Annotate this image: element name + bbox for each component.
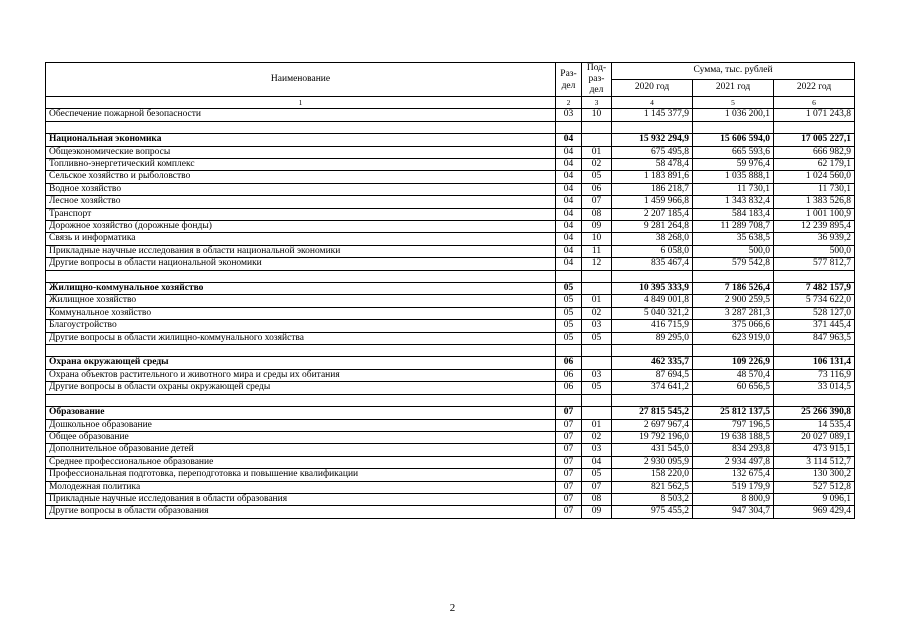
table-row xyxy=(46,196,855,208)
subsection-code-cell: 08 xyxy=(582,208,612,220)
amount-2021-cell: 797 196,5 xyxy=(693,419,774,431)
row-name-cell: Связь и информатика xyxy=(46,233,556,245)
row-name-cell: Прикладные научные исследования в области национальной экономики xyxy=(46,245,556,257)
amount-2022-cell: 62 179,1 xyxy=(774,159,855,171)
empty-cell xyxy=(582,270,612,282)
section-code-cell: 04 xyxy=(556,221,582,233)
header-subsection: Под- раз- дел xyxy=(582,63,612,97)
section-code-cell: 06 xyxy=(556,369,582,381)
subsection-code-cell xyxy=(582,407,612,419)
section-code-cell: 04 xyxy=(556,208,582,220)
row-name-cell: Водное хозяйство xyxy=(46,183,556,195)
column-index: 3 xyxy=(582,97,612,109)
empty-cell xyxy=(556,345,582,357)
amount-2022-cell: 33 014,5 xyxy=(774,382,855,394)
amount-2020-cell: 27 815 545,2 xyxy=(612,407,693,419)
section-code-cell: 04 xyxy=(556,183,582,195)
row-name-cell: Другие вопросы в области жилищно-коммунального хозяйства xyxy=(46,332,556,344)
header-name: Наименование xyxy=(46,63,556,97)
amount-2021-cell: 19 638 188,5 xyxy=(693,431,774,443)
section-code-cell: 07 xyxy=(556,469,582,481)
row-name-cell: Общее образование xyxy=(46,431,556,443)
amount-2021-cell: 500,0 xyxy=(693,245,774,257)
section-code-cell: 05 xyxy=(556,295,582,307)
row-name-cell: Образование xyxy=(46,407,556,419)
column-index: 6 xyxy=(774,97,855,109)
amount-2021-cell: 11 730,1 xyxy=(693,183,774,195)
subsection-code-cell: 06 xyxy=(582,183,612,195)
column-index: 2 xyxy=(556,97,582,109)
amount-2020-cell: 2 207 185,4 xyxy=(612,208,693,220)
subsection-code-cell: 02 xyxy=(582,431,612,443)
empty-cell xyxy=(774,345,855,357)
row-name-cell: Другие вопросы в области охраны окружающей среды xyxy=(46,382,556,394)
empty-cell xyxy=(693,270,774,282)
empty-cell xyxy=(774,270,855,282)
amount-2020-cell: 975 455,2 xyxy=(612,506,693,518)
subsection-code-cell: 12 xyxy=(582,258,612,270)
amount-2021-cell: 1 035 888,1 xyxy=(693,171,774,183)
subsection-code-cell: 08 xyxy=(582,493,612,505)
table-row xyxy=(46,208,855,220)
row-name-cell: Охрана окружающей среды xyxy=(46,357,556,369)
table-row xyxy=(46,382,855,394)
subsection-code-cell: 07 xyxy=(582,196,612,208)
row-name-cell: Жилищно-коммунальное хозяйство xyxy=(46,283,556,295)
amount-2022-cell: 1 001 100,9 xyxy=(774,208,855,220)
row-name-cell: Молодежная политика xyxy=(46,481,556,493)
amount-2020-cell: 158 220,0 xyxy=(612,469,693,481)
row-name-cell: Топливно-энергетический комплекс xyxy=(46,159,556,171)
table-row xyxy=(46,320,855,332)
section-code-cell: 07 xyxy=(556,419,582,431)
column-index: 1 xyxy=(46,97,556,109)
amount-2022-cell: 106 131,4 xyxy=(774,357,855,369)
table-row xyxy=(46,245,855,257)
amount-2022-cell: 20 027 089,1 xyxy=(774,431,855,443)
amount-2020-cell: 675 495,8 xyxy=(612,146,693,158)
row-name-cell: Профессиональная подготовка, переподготовка и повышение квалификации xyxy=(46,469,556,481)
empty-cell xyxy=(693,121,774,133)
section-code-cell: 05 xyxy=(556,283,582,295)
page-number: 2 xyxy=(449,602,456,614)
amount-2022-cell: 25 266 390,8 xyxy=(774,407,855,419)
header-year-2021: 2021 год xyxy=(693,80,774,97)
amount-2021-cell: 59 976,4 xyxy=(693,159,774,171)
amount-2020-cell: 462 335,7 xyxy=(612,357,693,369)
empty-cell xyxy=(46,345,556,357)
amount-2022-cell: 969 429,4 xyxy=(774,506,855,518)
amount-2022-cell: 500,0 xyxy=(774,245,855,257)
table-row xyxy=(46,233,855,245)
subsection-code-cell: 10 xyxy=(582,109,612,121)
section-code-cell: 07 xyxy=(556,506,582,518)
amount-2021-cell: 2 900 259,5 xyxy=(693,295,774,307)
amount-2021-cell: 35 638,5 xyxy=(693,233,774,245)
amount-2022-cell: 1 024 560,0 xyxy=(774,171,855,183)
amount-2022-cell: 130 300,2 xyxy=(774,469,855,481)
column-index-row xyxy=(46,97,855,109)
amount-2020-cell: 821 562,5 xyxy=(612,481,693,493)
amount-2020-cell: 89 295,0 xyxy=(612,332,693,344)
empty-cell xyxy=(612,121,693,133)
amount-2020-cell: 2 930 095,9 xyxy=(612,456,693,468)
empty-cell xyxy=(693,345,774,357)
section-total-row xyxy=(46,283,855,295)
row-name-cell: Транспорт xyxy=(46,208,556,220)
amount-2022-cell: 11 730,1 xyxy=(774,183,855,195)
section-code-cell: 04 xyxy=(556,196,582,208)
subsection-code-cell: 05 xyxy=(582,469,612,481)
amount-2022-cell: 73 116,9 xyxy=(774,369,855,381)
amount-2022-cell: 371 445,4 xyxy=(774,320,855,332)
amount-2021-cell: 579 542,8 xyxy=(693,258,774,270)
subsection-code-cell: 05 xyxy=(582,171,612,183)
empty-cell xyxy=(46,270,556,282)
amount-2021-cell: 1 036 200,1 xyxy=(693,109,774,121)
table-header xyxy=(46,63,855,109)
row-name-cell: Другие вопросы в области образования xyxy=(46,506,556,518)
table-row xyxy=(46,146,855,158)
section-code-cell: 07 xyxy=(556,456,582,468)
section-total-row xyxy=(46,357,855,369)
table-row xyxy=(46,159,855,171)
empty-cell xyxy=(774,394,855,406)
row-name-cell: Прикладные научные исследования в области образования xyxy=(46,493,556,505)
budget-table xyxy=(45,62,855,519)
table-row xyxy=(46,332,855,344)
empty-cell xyxy=(612,270,693,282)
empty-cell xyxy=(556,394,582,406)
amount-2021-cell: 132 675,4 xyxy=(693,469,774,481)
empty-cell xyxy=(693,394,774,406)
amount-2021-cell: 2 934 497,8 xyxy=(693,456,774,468)
table-row xyxy=(46,258,855,270)
empty-cell xyxy=(612,394,693,406)
amount-2020-cell: 1 145 377,9 xyxy=(612,109,693,121)
amount-2020-cell: 38 268,0 xyxy=(612,233,693,245)
amount-2022-cell: 12 239 895,4 xyxy=(774,221,855,233)
amount-2020-cell: 431 545,0 xyxy=(612,444,693,456)
section-code-cell: 04 xyxy=(556,134,582,146)
row-name-cell: Благоустройство xyxy=(46,320,556,332)
empty-cell xyxy=(774,121,855,133)
table-body xyxy=(46,109,855,518)
row-name-cell: Обеспечение пожарной безопасности xyxy=(46,109,556,121)
amount-2021-cell: 834 293,8 xyxy=(693,444,774,456)
table-row xyxy=(46,307,855,319)
subsection-code-cell: 01 xyxy=(582,419,612,431)
empty-cell xyxy=(612,345,693,357)
amount-2020-cell: 87 694,5 xyxy=(612,369,693,381)
amount-2020-cell: 1 459 966,8 xyxy=(612,196,693,208)
section-code-cell: 04 xyxy=(556,171,582,183)
amount-2020-cell: 10 395 333,9 xyxy=(612,283,693,295)
section-code-cell: 07 xyxy=(556,481,582,493)
row-name-cell: Коммунальное хозяйство xyxy=(46,307,556,319)
subsection-code-cell xyxy=(582,283,612,295)
empty-cell xyxy=(556,121,582,133)
amount-2020-cell: 6 058,0 xyxy=(612,245,693,257)
amount-2020-cell: 58 478,4 xyxy=(612,159,693,171)
section-code-cell: 05 xyxy=(556,332,582,344)
column-index: 5 xyxy=(693,97,774,109)
section-total-row xyxy=(46,407,855,419)
amount-2021-cell: 623 919,0 xyxy=(693,332,774,344)
subsection-code-cell: 11 xyxy=(582,245,612,257)
table-row xyxy=(46,419,855,431)
section-code-cell: 04 xyxy=(556,245,582,257)
row-name-cell: Сельское хозяйство и рыболовство xyxy=(46,171,556,183)
row-name-cell: Национальная экономика xyxy=(46,134,556,146)
amount-2021-cell: 25 812 137,5 xyxy=(693,407,774,419)
row-name-cell: Дополнительное образование детей xyxy=(46,444,556,456)
amount-2022-cell: 9 096,1 xyxy=(774,493,855,505)
amount-2021-cell: 8 800,9 xyxy=(693,493,774,505)
row-name-cell: Дорожное хозяйство (дорожные фонды) xyxy=(46,221,556,233)
amount-2020-cell: 9 281 264,8 xyxy=(612,221,693,233)
subsection-code-cell: 03 xyxy=(582,320,612,332)
section-code-cell: 05 xyxy=(556,307,582,319)
section-code-cell: 07 xyxy=(556,444,582,456)
table-row xyxy=(46,369,855,381)
section-code-cell: 04 xyxy=(556,146,582,158)
amount-2021-cell: 584 183,4 xyxy=(693,208,774,220)
amount-2022-cell: 1 071 243,8 xyxy=(774,109,855,121)
section-code-cell: 06 xyxy=(556,357,582,369)
amount-2022-cell: 473 915,1 xyxy=(774,444,855,456)
subsection-code-cell: 05 xyxy=(582,332,612,344)
amount-2022-cell: 1 383 526,8 xyxy=(774,196,855,208)
table-row xyxy=(46,183,855,195)
spacer-row xyxy=(46,270,855,282)
amount-2020-cell: 5 040 321,2 xyxy=(612,307,693,319)
table-row xyxy=(46,431,855,443)
amount-2022-cell: 36 939,2 xyxy=(774,233,855,245)
spacer-row xyxy=(46,345,855,357)
section-code-cell: 04 xyxy=(556,159,582,171)
subsection-code-cell: 04 xyxy=(582,456,612,468)
amount-2021-cell: 15 606 594,0 xyxy=(693,134,774,146)
table-row xyxy=(46,171,855,183)
subsection-code-cell: 05 xyxy=(582,382,612,394)
amount-2020-cell: 4 849 001,8 xyxy=(612,295,693,307)
amount-2021-cell: 11 289 708,7 xyxy=(693,221,774,233)
row-name-cell: Среднее профессиональное образование xyxy=(46,456,556,468)
header-amount: Сумма, тыс. рублей xyxy=(612,63,855,80)
subsection-code-cell: 07 xyxy=(582,481,612,493)
row-name-cell: Лесное хозяйство xyxy=(46,196,556,208)
subsection-code-cell: 10 xyxy=(582,233,612,245)
amount-2021-cell: 3 287 281,3 xyxy=(693,307,774,319)
amount-2021-cell: 60 656,5 xyxy=(693,382,774,394)
header-year-2022: 2022 год xyxy=(774,80,855,97)
subsection-code-cell: 01 xyxy=(582,146,612,158)
amount-2022-cell: 527 512,8 xyxy=(774,481,855,493)
amount-2021-cell: 7 186 526,4 xyxy=(693,283,774,295)
header-section: Раз- дел xyxy=(556,63,582,97)
row-name-cell: Другие вопросы в области национальной экономики xyxy=(46,258,556,270)
amount-2021-cell: 665 593,6 xyxy=(693,146,774,158)
amount-2021-cell: 1 343 832,4 xyxy=(693,196,774,208)
subsection-code-cell: 09 xyxy=(582,221,612,233)
empty-cell xyxy=(46,394,556,406)
amount-2022-cell: 666 982,9 xyxy=(774,146,855,158)
section-code-cell: 03 xyxy=(556,109,582,121)
amount-2020-cell: 835 467,4 xyxy=(612,258,693,270)
empty-cell xyxy=(46,121,556,133)
empty-cell xyxy=(582,394,612,406)
section-code-cell: 05 xyxy=(556,320,582,332)
row-name-cell: Охрана объектов растительного и животного мира и среды их обитания xyxy=(46,369,556,381)
amount-2020-cell: 374 641,2 xyxy=(612,382,693,394)
section-code-cell: 07 xyxy=(556,407,582,419)
amount-2021-cell: 519 179,9 xyxy=(693,481,774,493)
section-code-cell: 04 xyxy=(556,258,582,270)
amount-2020-cell: 1 183 891,6 xyxy=(612,171,693,183)
subsection-code-cell: 01 xyxy=(582,295,612,307)
amount-2020-cell: 8 503,2 xyxy=(612,493,693,505)
amount-2020-cell: 2 697 967,4 xyxy=(612,419,693,431)
spacer-row xyxy=(46,121,855,133)
empty-cell xyxy=(582,345,612,357)
subsection-code-cell: 03 xyxy=(582,369,612,381)
subsection-code-cell xyxy=(582,357,612,369)
section-code-cell: 04 xyxy=(556,233,582,245)
amount-2020-cell: 19 792 196,0 xyxy=(612,431,693,443)
header-year-2020: 2020 год xyxy=(612,80,693,97)
column-index: 4 xyxy=(612,97,693,109)
section-total-row xyxy=(46,134,855,146)
table-row xyxy=(46,481,855,493)
section-code-cell: 07 xyxy=(556,431,582,443)
amount-2022-cell: 577 812,7 xyxy=(774,258,855,270)
row-name-cell: Жилищное хозяйство xyxy=(46,295,556,307)
subsection-code-cell: 02 xyxy=(582,159,612,171)
row-name-cell: Общеэкономические вопросы xyxy=(46,146,556,158)
table-row xyxy=(46,109,855,121)
amount-2022-cell: 528 127,0 xyxy=(774,307,855,319)
table-row xyxy=(46,506,855,518)
row-name-cell: Дошкольное образование xyxy=(46,419,556,431)
amount-2020-cell: 416 715,9 xyxy=(612,320,693,332)
section-code-cell: 06 xyxy=(556,382,582,394)
table-row xyxy=(46,493,855,505)
table-row xyxy=(46,295,855,307)
spacer-row xyxy=(46,394,855,406)
amount-2021-cell: 375 066,6 xyxy=(693,320,774,332)
empty-cell xyxy=(556,270,582,282)
amount-2022-cell: 847 963,5 xyxy=(774,332,855,344)
amount-2022-cell: 14 535,4 xyxy=(774,419,855,431)
amount-2020-cell: 15 932 294,9 xyxy=(612,134,693,146)
subsection-code-cell: 09 xyxy=(582,506,612,518)
table-row xyxy=(46,221,855,233)
amount-2022-cell: 7 482 157,9 xyxy=(774,283,855,295)
table-row xyxy=(46,469,855,481)
amount-2021-cell: 947 304,7 xyxy=(693,506,774,518)
amount-2022-cell: 5 734 622,0 xyxy=(774,295,855,307)
amount-2020-cell: 186 218,7 xyxy=(612,183,693,195)
subsection-code-cell xyxy=(582,134,612,146)
amount-2022-cell: 3 114 512,7 xyxy=(774,456,855,468)
table-row xyxy=(46,456,855,468)
empty-cell xyxy=(582,121,612,133)
section-code-cell: 07 xyxy=(556,493,582,505)
amount-2021-cell: 48 570,4 xyxy=(693,369,774,381)
subsection-code-cell: 02 xyxy=(582,307,612,319)
subsection-code-cell: 03 xyxy=(582,444,612,456)
amount-2021-cell: 109 226,9 xyxy=(693,357,774,369)
amount-2022-cell: 17 005 227,1 xyxy=(774,134,855,146)
table-row xyxy=(46,444,855,456)
